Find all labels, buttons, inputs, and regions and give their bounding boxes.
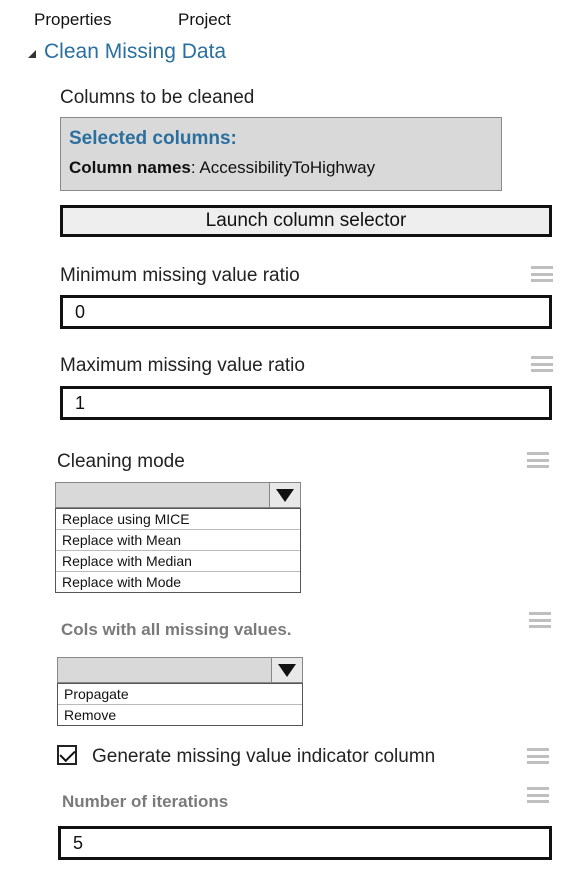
option-remove[interactable]: Remove: [58, 704, 302, 725]
min-ratio-label: Minimum missing value ratio: [60, 265, 300, 286]
launch-column-selector-button[interactable]: Launch column selector: [60, 205, 552, 237]
tab-project[interactable]: Project: [178, 10, 231, 29]
columns-label: Columns to be cleaned: [60, 87, 255, 108]
cleaning-mode-options: [55, 508, 301, 593]
indicator-label[interactable]: Generate missing value indicator column: [92, 746, 436, 767]
column-names-line: [69, 158, 493, 178]
cleaning-mode-dropdown[interactable]: [55, 482, 301, 508]
min-ratio-input[interactable]: 0: [60, 295, 552, 329]
option-replace-mice[interactable]: Replace using MICE: [62, 511, 190, 527]
selected-columns-box: [60, 117, 502, 191]
option-replace-mean[interactable]: Replace with Mean: [56, 529, 300, 550]
checkmark-icon: [59, 746, 75, 762]
iterations-input[interactable]: 5: [58, 826, 552, 860]
hamburger-menu-icon[interactable]: [529, 612, 551, 628]
max-ratio-label: Maximum missing value ratio: [60, 355, 305, 376]
hamburger-menu-icon[interactable]: [531, 266, 553, 282]
max-ratio-input[interactable]: 1: [60, 386, 552, 420]
section-title: Clean Missing Data: [44, 40, 227, 63]
dropdown-arrow-icon[interactable]: [271, 658, 302, 682]
hamburger-menu-icon[interactable]: [527, 787, 549, 803]
hamburger-menu-icon[interactable]: [527, 748, 549, 764]
section-header[interactable]: [28, 40, 226, 64]
dropdown-arrow-icon[interactable]: [269, 483, 300, 507]
hamburger-menu-icon[interactable]: [527, 452, 549, 468]
triangle-collapse-icon[interactable]: [28, 50, 36, 58]
tab-properties[interactable]: Properties: [34, 10, 112, 29]
column-names-value: : AccessibilityToHighway: [190, 158, 376, 177]
column-names-label: Column names: [69, 158, 191, 177]
cleaning-mode-label: Cleaning mode: [57, 451, 185, 472]
all-missing-label: Cols with all missing values.: [61, 620, 292, 639]
selected-columns-title: Selected columns:: [69, 128, 237, 149]
indicator-checkbox[interactable]: [57, 745, 77, 765]
iterations-label: Number of iterations: [62, 792, 229, 811]
option-propagate[interactable]: Propagate: [64, 686, 129, 702]
option-replace-mode[interactable]: Replace with Mode: [56, 571, 300, 592]
all-missing-dropdown[interactable]: [57, 657, 303, 683]
hamburger-menu-icon[interactable]: [531, 356, 553, 372]
all-missing-options: [57, 683, 303, 726]
option-replace-median[interactable]: Replace with Median: [56, 550, 300, 571]
